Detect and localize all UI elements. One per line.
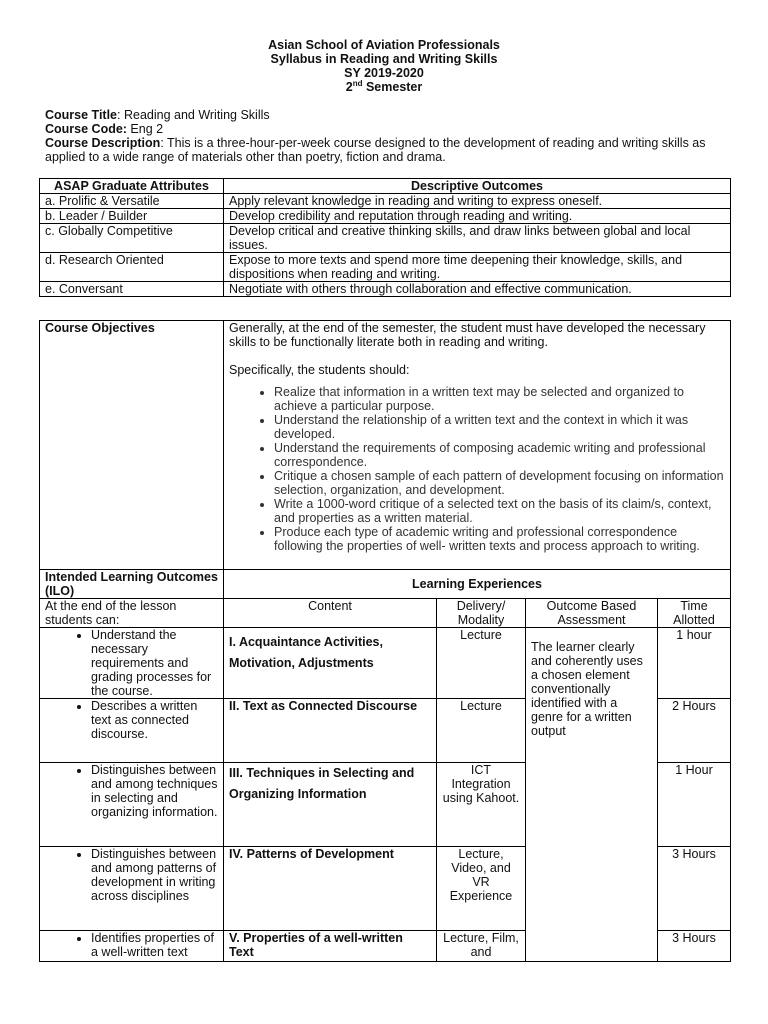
list-item: • Understand the relationship of a written text and the context in which it was developed.	[274, 413, 725, 441]
attributes-header: ASAP Graduate Attributes	[40, 179, 224, 194]
outcomes-header: Descriptive Outcomes	[224, 179, 731, 194]
list-item: • Write a 1000-word critique of a selected text on the basis of its claim/s, context, and properties as a written material.	[274, 497, 725, 525]
time-cell: 1 Hour	[658, 763, 731, 847]
content-cell: I. Acquaintance Activities, Motivation, Adjustments	[224, 628, 437, 699]
course-title: Course Title: Reading and Writing Skills	[45, 108, 270, 122]
objectives-label: Course Objectives	[40, 321, 224, 570]
delivery-cell: Lecture	[437, 628, 526, 699]
course-code: Course Code: Eng 2	[45, 122, 164, 136]
table-header-row	[40, 179, 731, 194]
outcome-cell: Develop credibility and reputation through reading and writing.	[224, 209, 731, 224]
ilo-subheader: At the end of the lesson students can:	[40, 599, 224, 628]
school-year: SY 2019-2020	[344, 66, 424, 80]
ilo-header-row	[40, 570, 731, 599]
ilo-cell: • Distinguishes between and among techniques in selecting and organizing information.	[40, 763, 224, 847]
assessment-cell: The learner clearly and coherently uses a chosen element conventionally identified with a genre for a written output	[526, 628, 658, 962]
objectives-row	[40, 321, 731, 570]
list-item: • Critique a chosen sample of each pattern of development focusing on information selection, organization, and development.	[274, 469, 725, 497]
delivery-cell: Lecture, Film, and	[437, 931, 526, 962]
content-cell: IV. Patterns of Development	[224, 847, 437, 931]
objectives-general: Generally, at the end of the semester, the student must have developed the necessary skills to be functionally literate both in reading and writing.	[229, 321, 706, 349]
outcome-cell: Apply relevant knowledge in reading and writing to express oneself.	[224, 194, 731, 209]
delivery-cell: Lecture, Video, and VR Experience	[437, 847, 526, 931]
table-row	[40, 209, 731, 224]
content-cell: II. Text as Connected Discourse	[224, 699, 437, 763]
ilo-header: Intended Learning Outcomes (ILO)	[40, 570, 224, 599]
learning-experiences-header: Learning Experiences	[224, 570, 731, 599]
attribute-cell: d. Research Oriented	[40, 253, 224, 282]
time-cell: 3 Hours	[658, 931, 731, 962]
list-item: • Produce each type of academic writing and professional correspondence following the properties of well- written texts and process approach to writing.	[274, 525, 725, 553]
table-row	[40, 253, 731, 282]
attribute-cell: b. Leader / Builder	[40, 209, 224, 224]
ilo-subheader-row	[40, 599, 731, 628]
objectives-list	[229, 385, 725, 553]
course-objectives-table	[39, 320, 731, 962]
attribute-cell: e. Conversant	[40, 282, 224, 297]
time-header: Time Allotted	[658, 599, 731, 628]
table-row	[40, 628, 731, 699]
time-cell: 2 Hours	[658, 699, 731, 763]
table-row	[40, 194, 731, 209]
ilo-cell: • Describes a written text as connected discourse.	[40, 699, 224, 763]
ilo-cell: • Identifies properties of a well-written text	[40, 931, 224, 962]
time-cell: 3 Hours	[658, 847, 731, 931]
delivery-header: Delivery/ Modality	[437, 599, 526, 628]
outcome-cell: Negotiate with others through collaboration and effective communication.	[224, 282, 731, 297]
table-row	[40, 282, 731, 297]
outcome-cell: Develop critical and creative thinking skills, and draw links between global and local issues.	[224, 224, 731, 253]
attribute-cell: c. Globally Competitive	[40, 224, 224, 253]
school-name: Asian School of Aviation Professionals	[268, 38, 500, 52]
list-item: • Realize that information in a written text may be selected and organized to achieve a particular purpose.	[274, 385, 725, 413]
content-cell: III. Techniques in Selecting and Organizing Information	[224, 763, 437, 847]
assessment-header: Outcome Based Assessment	[526, 599, 658, 628]
syllabus-title: Syllabus in Reading and Writing Skills	[270, 52, 498, 66]
content-cell: V. Properties of a well-written Text	[224, 931, 437, 962]
content-header: Content	[224, 599, 437, 628]
ilo-cell: • Understand the necessary requirements and grading processes for the course.	[40, 628, 224, 699]
outcome-cell: Expose to more texts and spend more time deepening their knowledge, skills, and dispositions when reading and writing.	[224, 253, 731, 282]
objectives-body	[224, 321, 731, 570]
course-description: Course Description: This is a three-hour-per-week course designed to the development of reading and writing skills as applied to a wide range of materials other than poetry, fiction and drama.	[45, 136, 706, 164]
document-header	[0, 38, 768, 94]
ilo-cell: • Distinguishes between and among patterns of development in writing across disciplines	[40, 847, 224, 931]
semester: 2nd Semester	[345, 78, 423, 94]
graduate-attributes-table	[39, 178, 731, 297]
course-info	[45, 108, 735, 164]
attribute-cell: a. Prolific & Versatile	[40, 194, 224, 209]
delivery-cell: ICT Integration using Kahoot.	[437, 763, 526, 847]
delivery-cell: Lecture	[437, 699, 526, 763]
table-row	[40, 224, 731, 253]
time-cell: 1 hour	[658, 628, 731, 699]
list-item: • Understand the requirements of composing academic writing and professional correspondence.	[274, 441, 725, 469]
objectives-specific-intro: Specifically, the students should:	[229, 363, 410, 377]
